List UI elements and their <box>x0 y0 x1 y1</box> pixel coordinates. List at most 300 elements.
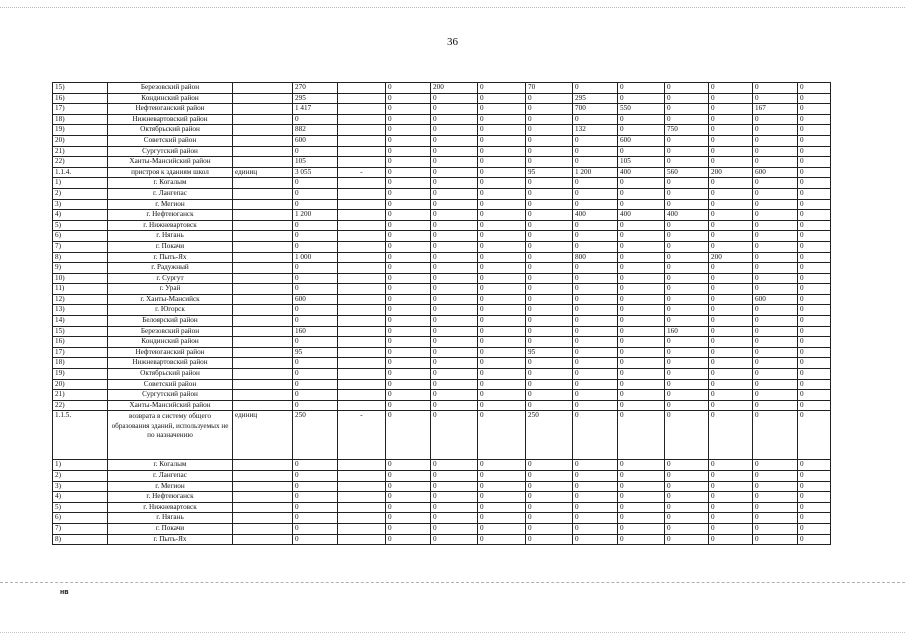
row-total-cell: 0 <box>293 513 338 524</box>
row-value-cell: 0 <box>709 481 753 492</box>
row-number-cell: 7) <box>53 523 108 534</box>
row-value-cell: 0 <box>573 316 618 327</box>
row-value-cell: 0 <box>753 252 798 263</box>
row-dash-cell <box>338 114 386 125</box>
row-number-cell: 15) <box>53 326 108 337</box>
row-value-cell: 0 <box>798 104 831 115</box>
row-unit-cell <box>233 305 293 316</box>
row-value-cell: 0 <box>573 284 618 295</box>
row-value-cell: 0 <box>753 135 798 146</box>
row-value-cell: 0 <box>709 231 753 242</box>
row-value-cell: 0 <box>798 167 831 178</box>
row-value-cell: 600 <box>618 135 665 146</box>
row-number-cell: 8) <box>53 534 108 545</box>
table-row <box>53 400 831 411</box>
row-value-cell: 0 <box>709 263 753 274</box>
row-unit-cell <box>233 263 293 274</box>
row-value-cell: 0 <box>709 114 753 125</box>
row-value-cell: 0 <box>709 400 753 411</box>
row-unit-cell <box>233 114 293 125</box>
row-number-cell: 2) <box>53 471 108 482</box>
row-value-cell: 0 <box>798 305 831 316</box>
row-name-cell: Советский район <box>108 135 233 146</box>
row-value-cell: 0 <box>798 83 831 94</box>
row-value-cell: 0 <box>386 523 431 534</box>
table-row <box>53 305 831 316</box>
row-value-cell: 0 <box>478 125 526 136</box>
row-name-cell: г. Нефтеюганск <box>108 210 233 221</box>
row-value-cell: 0 <box>798 284 831 295</box>
row-value-cell: 400 <box>665 210 709 221</box>
row-value-cell: 0 <box>709 273 753 284</box>
row-dash-cell <box>338 135 386 146</box>
row-number-cell: 1) <box>53 460 108 471</box>
row-value-cell: 0 <box>573 231 618 242</box>
row-value-cell: 0 <box>798 93 831 104</box>
row-unit-cell <box>233 379 293 390</box>
row-total-cell: 0 <box>293 263 338 274</box>
row-value-cell: 0 <box>431 167 478 178</box>
row-name-cell: пристроя к зданиям школ <box>108 167 233 178</box>
row-total-cell: 1 000 <box>293 252 338 263</box>
row-name-cell: Кондинский район <box>108 93 233 104</box>
row-value-cell: 0 <box>618 273 665 284</box>
row-value-cell: 400 <box>573 210 618 221</box>
row-unit-cell <box>233 220 293 231</box>
row-value-cell: 0 <box>526 337 573 348</box>
row-number-cell: 9) <box>53 263 108 274</box>
row-value-cell: 0 <box>798 199 831 210</box>
row-number-cell: 6) <box>53 513 108 524</box>
row-value-cell: 0 <box>431 125 478 136</box>
row-total-cell: 0 <box>293 273 338 284</box>
row-number-cell: 16) <box>53 337 108 348</box>
row-value-cell: 0 <box>478 492 526 503</box>
row-value-cell: 0 <box>478 210 526 221</box>
row-value-cell: 0 <box>526 460 573 471</box>
row-value-cell: 0 <box>753 326 798 337</box>
table-row <box>53 199 831 210</box>
row-value-cell: 0 <box>573 294 618 305</box>
row-name-cell: Белоярский район <box>108 316 233 327</box>
row-value-cell: 0 <box>386 146 431 157</box>
row-value-cell: 0 <box>753 241 798 252</box>
table-row <box>53 379 831 390</box>
row-value-cell: 0 <box>709 135 753 146</box>
row-total-cell: 0 <box>293 199 338 210</box>
row-value-cell: 0 <box>798 135 831 146</box>
row-value-cell: 0 <box>709 210 753 221</box>
row-value-cell: 0 <box>526 263 573 274</box>
row-value-cell: 0 <box>386 125 431 136</box>
row-value-cell: 0 <box>478 411 526 460</box>
row-value-cell: 0 <box>798 400 831 411</box>
row-value-cell: 0 <box>386 460 431 471</box>
row-total-cell: 105 <box>293 157 338 168</box>
row-value-cell: 0 <box>478 93 526 104</box>
row-value-cell: 0 <box>478 146 526 157</box>
row-unit-cell <box>233 492 293 503</box>
row-value-cell: 0 <box>386 273 431 284</box>
row-value-cell: 0 <box>753 114 798 125</box>
row-dash-cell <box>338 125 386 136</box>
row-value-cell: 0 <box>665 358 709 369</box>
row-dash-cell <box>338 358 386 369</box>
row-total-cell: 0 <box>293 114 338 125</box>
row-dash-cell <box>338 534 386 545</box>
row-unit-cell <box>233 390 293 401</box>
row-unit-cell <box>233 104 293 115</box>
row-total-cell: 0 <box>293 284 338 295</box>
row-value-cell: 0 <box>386 263 431 274</box>
row-value-cell: 0 <box>386 411 431 460</box>
top-scan-edge <box>0 7 905 8</box>
row-value-cell: 0 <box>709 369 753 380</box>
row-value-cell: 0 <box>665 337 709 348</box>
row-name-cell: Ханты-Мансийский район <box>108 157 233 168</box>
table-row <box>53 471 831 482</box>
row-total-cell: 160 <box>293 326 338 337</box>
row-dash-cell <box>338 178 386 189</box>
row-value-cell: 0 <box>753 199 798 210</box>
table-row <box>53 294 831 305</box>
row-value-cell: 0 <box>526 146 573 157</box>
row-value-cell: 0 <box>526 284 573 295</box>
row-value-cell: 0 <box>798 502 831 513</box>
row-value-cell: 0 <box>431 273 478 284</box>
row-number-cell: 3) <box>53 199 108 210</box>
row-value-cell: 0 <box>478 305 526 316</box>
row-value-cell: 0 <box>386 210 431 221</box>
row-total-cell: 0 <box>293 492 338 503</box>
row-dash-cell <box>338 284 386 295</box>
row-value-cell: 0 <box>665 231 709 242</box>
table-row <box>53 167 831 178</box>
row-value-cell: 0 <box>526 326 573 337</box>
row-unit-cell <box>233 273 293 284</box>
row-total-cell: 0 <box>293 534 338 545</box>
row-total-cell: 0 <box>293 241 338 252</box>
row-unit-cell: единиц <box>233 167 293 178</box>
row-value-cell: 0 <box>753 284 798 295</box>
row-name-cell: г. Покачи <box>108 523 233 534</box>
row-value-cell: 0 <box>431 326 478 337</box>
row-number-cell: 19) <box>53 125 108 136</box>
row-value-cell: 0 <box>526 502 573 513</box>
row-value-cell: 0 <box>618 471 665 482</box>
row-value-cell: 0 <box>478 523 526 534</box>
row-number-cell: 13) <box>53 305 108 316</box>
row-unit-cell <box>233 199 293 210</box>
row-value-cell: 0 <box>431 523 478 534</box>
row-unit-cell <box>233 125 293 136</box>
row-value-cell: 0 <box>753 347 798 358</box>
row-value-cell: 0 <box>665 104 709 115</box>
table-row <box>53 337 831 348</box>
row-value-cell: 0 <box>386 178 431 189</box>
row-value-cell: 0 <box>665 157 709 168</box>
row-dash-cell <box>338 337 386 348</box>
table-row <box>53 125 831 136</box>
row-value-cell: 0 <box>753 146 798 157</box>
row-value-cell: 0 <box>798 220 831 231</box>
row-value-cell: 0 <box>665 83 709 94</box>
row-value-cell: 0 <box>478 390 526 401</box>
row-value-cell: 0 <box>665 146 709 157</box>
row-value-cell: 0 <box>478 104 526 115</box>
row-unit-cell <box>233 231 293 242</box>
row-value-cell: 132 <box>573 125 618 136</box>
table-row <box>53 502 831 513</box>
row-value-cell: 0 <box>798 146 831 157</box>
row-value-cell: 0 <box>386 316 431 327</box>
row-value-cell: 0 <box>665 390 709 401</box>
row-number-cell: 20) <box>53 379 108 390</box>
row-number-cell: 17) <box>53 347 108 358</box>
row-value-cell: 0 <box>431 481 478 492</box>
row-number-cell: 3) <box>53 481 108 492</box>
row-value-cell: 0 <box>798 157 831 168</box>
row-value-cell: 0 <box>386 167 431 178</box>
row-total-cell: 600 <box>293 294 338 305</box>
row-number-cell: 22) <box>53 400 108 411</box>
row-name-cell: г. Мегион <box>108 199 233 210</box>
row-value-cell: 0 <box>618 93 665 104</box>
row-value-cell: 70 <box>526 83 573 94</box>
row-value-cell: 0 <box>573 273 618 284</box>
row-value-cell: 0 <box>526 104 573 115</box>
row-value-cell: 0 <box>573 534 618 545</box>
row-value-cell: 0 <box>665 188 709 199</box>
row-total-cell: 0 <box>293 400 338 411</box>
table-body <box>53 83 831 545</box>
row-value-cell: 0 <box>478 284 526 295</box>
row-number-cell: 19) <box>53 369 108 380</box>
row-value-cell: 0 <box>573 513 618 524</box>
row-value-cell: 0 <box>478 481 526 492</box>
row-unit-cell <box>233 188 293 199</box>
table-row <box>53 481 831 492</box>
row-value-cell: 0 <box>709 460 753 471</box>
row-number-cell: 1) <box>53 178 108 189</box>
row-dash-cell <box>338 316 386 327</box>
row-value-cell: 0 <box>431 400 478 411</box>
row-value-cell: 0 <box>665 241 709 252</box>
row-value-cell: 0 <box>573 305 618 316</box>
row-dash-cell <box>338 199 386 210</box>
row-value-cell: 0 <box>618 379 665 390</box>
row-value-cell: 0 <box>431 337 478 348</box>
row-value-cell: 0 <box>618 146 665 157</box>
row-value-cell: 0 <box>618 369 665 380</box>
row-number-cell: 5) <box>53 220 108 231</box>
page-cut-line <box>0 582 905 583</box>
row-name-cell: г. Ханты-Мансийск <box>108 294 233 305</box>
program-table <box>52 82 831 545</box>
row-value-cell: 0 <box>709 316 753 327</box>
row-number-cell: 12) <box>53 294 108 305</box>
row-value-cell: 0 <box>665 369 709 380</box>
row-value-cell: 0 <box>386 502 431 513</box>
row-value-cell: 0 <box>431 114 478 125</box>
row-value-cell: 0 <box>526 199 573 210</box>
row-value-cell: 0 <box>478 178 526 189</box>
row-value-cell: 0 <box>665 481 709 492</box>
row-value-cell: 0 <box>665 252 709 263</box>
row-value-cell: 0 <box>478 460 526 471</box>
row-value-cell: 0 <box>798 358 831 369</box>
row-value-cell: 0 <box>665 379 709 390</box>
table-row <box>53 241 831 252</box>
table-row <box>53 83 831 94</box>
row-value-cell: 0 <box>386 135 431 146</box>
row-name-cell: Кондинский район <box>108 337 233 348</box>
row-value-cell: 0 <box>709 178 753 189</box>
row-value-cell: 0 <box>386 347 431 358</box>
row-value-cell: 0 <box>431 492 478 503</box>
row-value-cell: 0 <box>798 523 831 534</box>
table-row <box>53 326 831 337</box>
row-value-cell: 0 <box>478 326 526 337</box>
row-value-cell: 0 <box>573 220 618 231</box>
row-unit-cell <box>233 358 293 369</box>
row-value-cell: 0 <box>431 146 478 157</box>
row-value-cell: 550 <box>618 104 665 115</box>
row-value-cell: 0 <box>478 188 526 199</box>
row-value-cell: 0 <box>386 231 431 242</box>
row-value-cell: 0 <box>526 379 573 390</box>
row-name-cell: г. Покачи <box>108 241 233 252</box>
row-value-cell: 0 <box>709 104 753 115</box>
row-value-cell: 0 <box>386 114 431 125</box>
row-value-cell: 0 <box>478 347 526 358</box>
table-row <box>53 358 831 369</box>
row-value-cell: 295 <box>573 93 618 104</box>
row-number-cell: 20) <box>53 135 108 146</box>
row-value-cell: 0 <box>478 400 526 411</box>
row-unit-cell <box>233 135 293 146</box>
row-value-cell: 0 <box>526 273 573 284</box>
row-value-cell: 0 <box>478 358 526 369</box>
row-value-cell: 800 <box>573 252 618 263</box>
row-value-cell: 0 <box>431 104 478 115</box>
row-value-cell: 0 <box>431 135 478 146</box>
row-value-cell: 0 <box>753 460 798 471</box>
row-value-cell: 0 <box>573 481 618 492</box>
row-value-cell: 0 <box>709 188 753 199</box>
row-value-cell: 0 <box>573 157 618 168</box>
row-value-cell: 0 <box>798 379 831 390</box>
row-dash-cell <box>338 146 386 157</box>
row-name-cell: Октябрьский район <box>108 369 233 380</box>
row-unit-cell <box>233 502 293 513</box>
row-unit-cell <box>233 157 293 168</box>
row-value-cell: 0 <box>665 114 709 125</box>
row-name-cell: г. Мегион <box>108 481 233 492</box>
row-number-cell: 14) <box>53 316 108 327</box>
row-value-cell: 0 <box>618 326 665 337</box>
row-value-cell: 0 <box>431 241 478 252</box>
row-value-cell: 0 <box>709 157 753 168</box>
row-value-cell: 0 <box>798 263 831 274</box>
row-value-cell: 0 <box>798 534 831 545</box>
row-total-cell: 295 <box>293 93 338 104</box>
row-value-cell: 0 <box>618 534 665 545</box>
row-value-cell: 0 <box>753 93 798 104</box>
row-total-cell: 95 <box>293 347 338 358</box>
row-value-cell: 0 <box>386 220 431 231</box>
row-value-cell: 0 <box>386 471 431 482</box>
row-unit-cell <box>233 481 293 492</box>
row-value-cell: 0 <box>753 379 798 390</box>
row-name-cell: Березовский район <box>108 326 233 337</box>
row-name-cell: г. Югорск <box>108 305 233 316</box>
row-value-cell: 0 <box>478 231 526 242</box>
row-number-cell: 7) <box>53 241 108 252</box>
row-value-cell: 0 <box>431 263 478 274</box>
row-value-cell: 0 <box>431 411 478 460</box>
table-row <box>53 157 831 168</box>
table-row <box>53 369 831 380</box>
row-name-cell: г. Нягань <box>108 231 233 242</box>
row-name-cell: г. Лангепас <box>108 471 233 482</box>
row-total-cell: 0 <box>293 481 338 492</box>
row-value-cell: 0 <box>478 502 526 513</box>
row-value-cell: 0 <box>526 241 573 252</box>
row-value-cell: 0 <box>386 241 431 252</box>
row-number-cell: 2) <box>53 188 108 199</box>
row-unit-cell <box>233 326 293 337</box>
row-value-cell: 0 <box>386 294 431 305</box>
row-value-cell: 0 <box>526 358 573 369</box>
table-row <box>53 178 831 189</box>
row-value-cell: 0 <box>709 241 753 252</box>
row-unit-cell <box>233 210 293 221</box>
row-value-cell: 0 <box>753 220 798 231</box>
row-value-cell: 0 <box>431 284 478 295</box>
row-value-cell: 160 <box>665 326 709 337</box>
row-value-cell: 0 <box>573 326 618 337</box>
row-total-cell: 0 <box>293 188 338 199</box>
row-name-cell: г. Радужный <box>108 263 233 274</box>
row-value-cell: 0 <box>618 337 665 348</box>
row-value-cell: 95 <box>526 167 573 178</box>
row-value-cell: 0 <box>753 411 798 460</box>
row-value-cell: 0 <box>431 210 478 221</box>
row-value-cell: 0 <box>618 231 665 242</box>
row-value-cell: 0 <box>618 390 665 401</box>
row-value-cell: 0 <box>753 316 798 327</box>
row-value-cell: 0 <box>753 390 798 401</box>
table-row <box>53 513 831 524</box>
row-value-cell: 0 <box>753 210 798 221</box>
row-value-cell: 0 <box>709 513 753 524</box>
row-value-cell: 400 <box>618 167 665 178</box>
row-value-cell: 0 <box>526 178 573 189</box>
row-value-cell: 0 <box>526 93 573 104</box>
row-value-cell: 0 <box>573 337 618 348</box>
row-total-cell: 3 055 <box>293 167 338 178</box>
row-number-cell: 18) <box>53 114 108 125</box>
row-value-cell: 0 <box>478 157 526 168</box>
row-value-cell: 0 <box>431 369 478 380</box>
row-value-cell: 0 <box>665 534 709 545</box>
row-value-cell: 0 <box>386 379 431 390</box>
row-value-cell: 0 <box>665 460 709 471</box>
table-row <box>53 492 831 503</box>
row-value-cell: 0 <box>431 316 478 327</box>
row-name-cell: г. Нягань <box>108 513 233 524</box>
